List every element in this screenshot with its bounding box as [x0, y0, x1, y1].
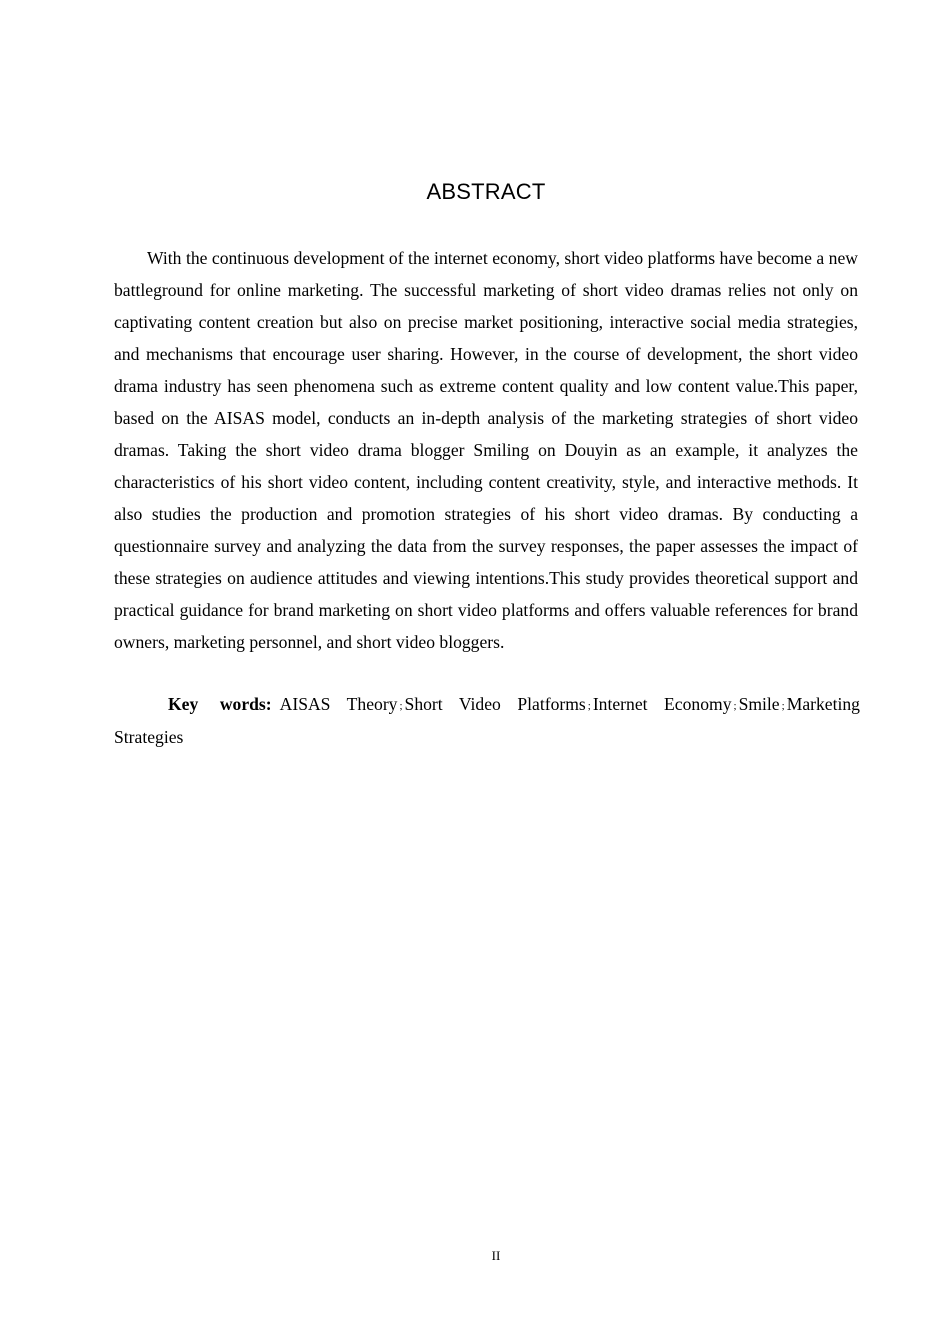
- keyword-item: Internet Economy: [592, 694, 732, 714]
- keyword-item: AISAS Theory: [279, 694, 398, 714]
- keyword-item: Smile: [738, 694, 780, 714]
- keyword-item: Short Video Platforms: [404, 694, 586, 714]
- keyword-item: Marketing Strategies: [114, 694, 860, 747]
- keyword-separator: ;: [733, 700, 737, 712]
- keywords-line: [114, 689, 860, 753]
- keyword-separator: ;: [399, 700, 403, 712]
- keywords-label: Key words:: [168, 694, 272, 714]
- keyword-separator: ;: [781, 700, 785, 712]
- abstract-title: ABSTRACT: [426, 179, 546, 204]
- keyword-separator: ;: [587, 700, 591, 712]
- abstract-paragraph: With the continuous development of the internet economy, short video platforms have become a new battleground for online marketing. The successful marketing of short video dramas relies not only on captivating content creation but also on precise market positioning, interactive social media strategies, and mechanisms that encourage user sharing. However, in the course of development, the short video drama industry has seen phenomena such as extreme content quality and low content value.This paper, based on the AISAS model, conducts an in-depth analysis of the marketing strategies of short video dramas. Taking the short video drama blogger Smiling on Douyin as an example, it analyzes the characteristics of his short video content, including content creativity, style, and interactive methods. It also studies the production and promotion strategies of his short video dramas. By conducting a questionnaire survey and analyzing the data from the survey responses, the paper assesses the impact of these strategies on audience attitudes and viewing intentions.This study provides theoretical support and practical guidance for brand marketing on short video platforms and offers valuable references for brand owners, marketing personnel, and short video bloggers.: [114, 248, 858, 652]
- page-number: II: [491, 1248, 501, 1263]
